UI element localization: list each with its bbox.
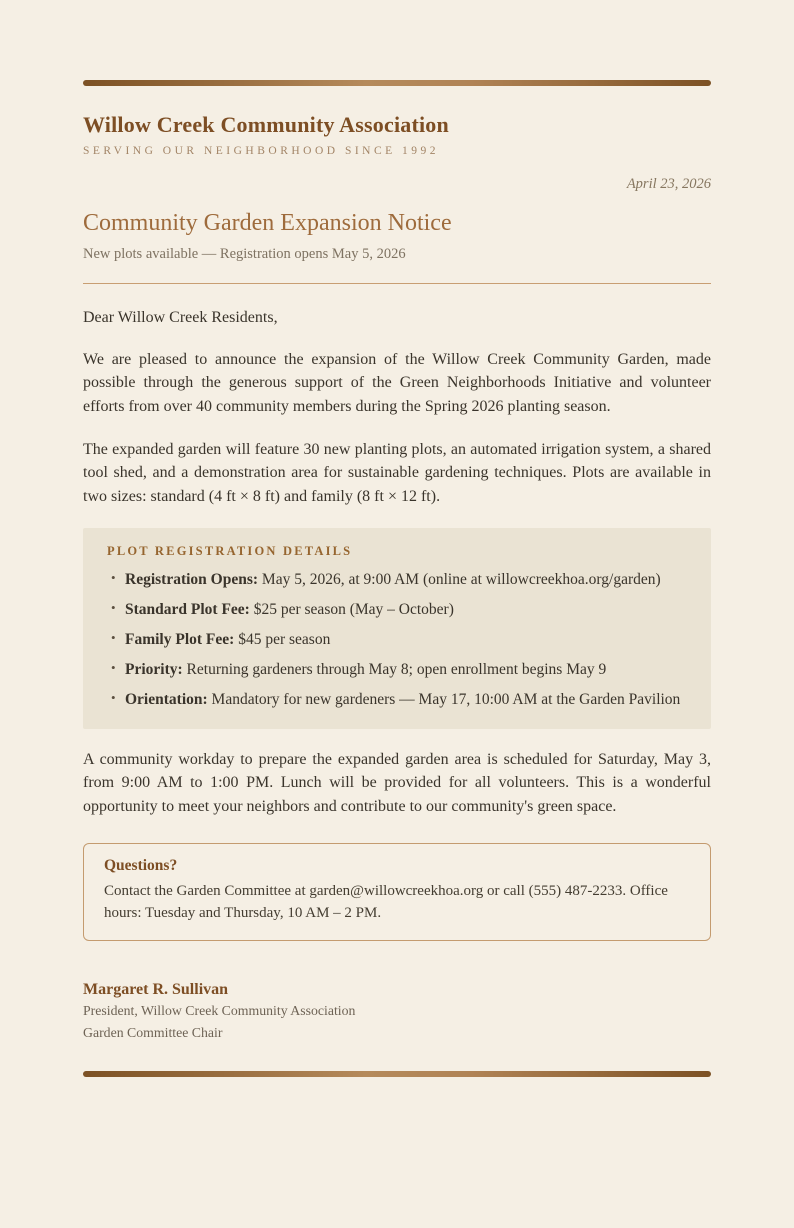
paragraph-garden-features: The expanded garden will feature 30 new planting plots, an automated irrigation system, a shared tool shed, and a demonstration area for sustainable gardening techniques. Plots are available in two sizes: standard (4 ft × 8 ft) and family (8 ft × 12 ft). — [83, 440, 711, 506]
list-item-orientation — [125, 689, 687, 711]
signature-title-president: President, Willow Creek Community Association — [83, 1002, 356, 1018]
paragraph-workday: A community workday to prepare the expanded garden area is scheduled for Saturday, May 3, from 9:00 AM to 1:00 PM. Lunch will be provided for all volunteers. This is a wonderful opportunity to meet your neighbors and contribute to our community's green space. — [83, 750, 711, 816]
list-item-label: Registration Opens: — [125, 570, 259, 588]
paragraph-announcement: We are pleased to announce the expansion of the Willow Creek Community Garden, made possible through the generous support of the Green Neighborhoods Initiative and volunteer efforts from over 40 community members during the Spring 2026 planting season. — [83, 350, 711, 416]
letter-date: April 23, 2026 — [626, 175, 711, 192]
bottom-divider-rule — [83, 1071, 711, 1077]
questions-text: Contact the Garden Committee at garden@willowcreekhoa.org or call (555) 487-2233. Office hours: Tuesday and Thursday, 10 AM – 2 PM. — [104, 882, 668, 922]
list-item-label: Orientation: — [125, 690, 208, 708]
org-tagline: SERVING OUR NEIGHBORHOOD SINCE 1992 — [83, 144, 440, 157]
org-name: Willow Creek Community Association — [83, 112, 449, 137]
list-item-text: $45 per season — [238, 630, 331, 648]
section-divider — [83, 283, 711, 284]
list-item-text: Returning gardeners through May 8; open enrollment begins May 9 — [186, 660, 607, 678]
signature-block — [83, 981, 711, 1043]
signature-title-chair: Garden Committee Chair — [83, 1024, 223, 1040]
list-item-text: $25 per season (May – October) — [253, 600, 454, 618]
notice-title: Community Garden Expansion Notice — [83, 209, 452, 236]
list-item-label: Priority: — [125, 660, 183, 678]
list-item-standard-plot-fee — [125, 599, 687, 621]
list-item-text: May 5, 2026, at 9:00 AM (online at willowcreekhoa.org/garden) — [261, 570, 661, 588]
notice-subtitle: New plots available — Registration opens May 5, 2026 — [83, 245, 406, 262]
list-item-label: Standard Plot Fee: — [125, 600, 250, 618]
list-item-label: Family Plot Fee: — [125, 630, 235, 648]
top-divider-rule — [83, 80, 711, 86]
registration-details-box — [83, 528, 711, 729]
list-item-registration-opens — [125, 569, 687, 591]
questions-heading: Questions? — [104, 856, 178, 874]
salutation: Dear Willow Creek Residents, — [83, 308, 278, 326]
registration-details-heading: PLOT REGISTRATION DETAILS — [107, 543, 353, 558]
signature-name: Margaret R. Sullivan — [83, 980, 229, 998]
questions-box — [83, 843, 711, 941]
list-item-priority — [125, 659, 687, 681]
registration-details-list — [107, 569, 687, 711]
letterhead — [83, 111, 711, 157]
list-item-family-plot-fee — [125, 629, 687, 651]
list-item-text: Mandatory for new gardeners — May 17, 10:00 AM at the Garden Pavilion — [211, 690, 681, 708]
